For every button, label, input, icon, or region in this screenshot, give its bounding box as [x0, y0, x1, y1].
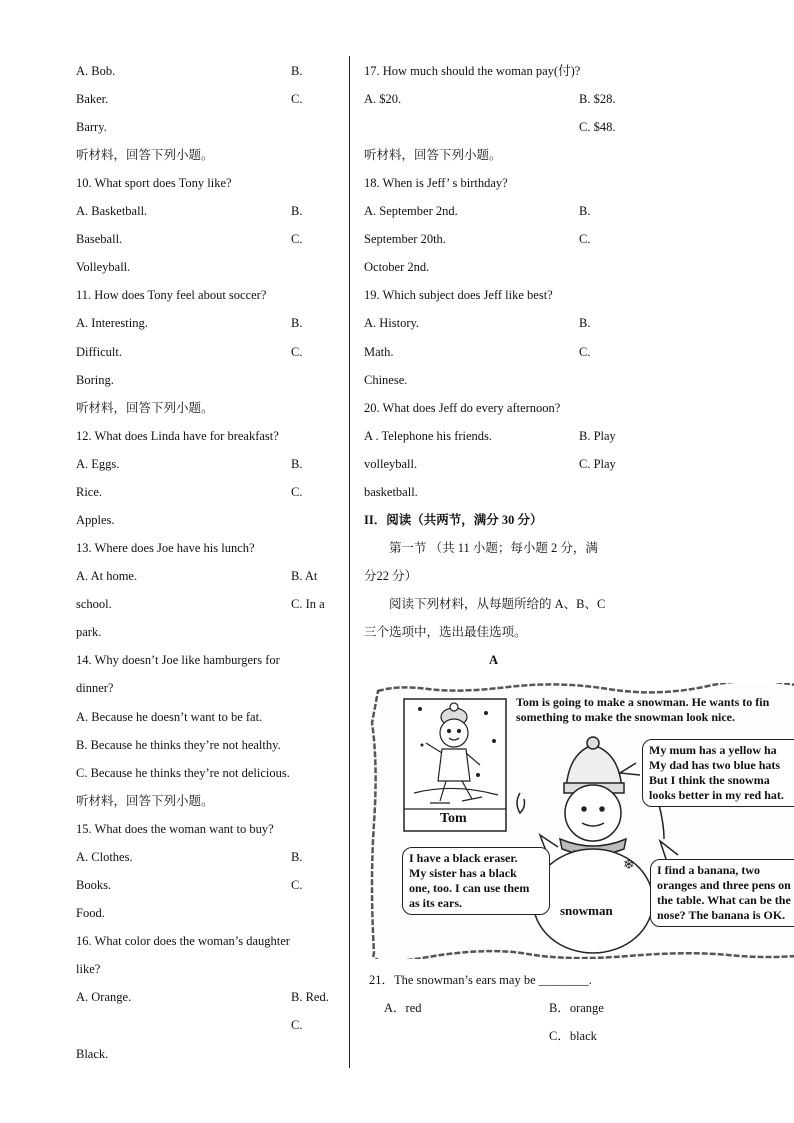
option-text: A . Telephone his friends. — [364, 429, 493, 443]
question-text: 20. What does Jeff do every afternoon? — [364, 401, 561, 415]
speech-bubble-banana — [650, 859, 794, 927]
option-text: B. — [291, 850, 303, 864]
tom-label: Tom — [440, 811, 467, 826]
option-text: Math. — [364, 345, 394, 359]
section-subheading: 第一节 （共 11 小题；每小题 2 分，满 — [389, 541, 598, 555]
option-text: October 2nd. — [364, 260, 430, 274]
option-text: Boring. — [76, 373, 114, 387]
option-text: C. — [291, 485, 303, 499]
section-instruction: 听材料，回答下列小题。 — [76, 148, 214, 162]
option-text: C. — [579, 345, 591, 359]
speech-bubble-eraser — [402, 847, 550, 915]
option-text: volleyball. — [364, 457, 418, 471]
option-text: Rice. — [76, 485, 103, 499]
option-text: B. Play — [579, 429, 616, 443]
option-text: A. Because he doesn’t want to be fat. — [76, 710, 263, 724]
snowman-illustration — [368, 683, 794, 959]
option-text: B. Because he thinks they’re not healthy. — [76, 738, 281, 752]
question-text: 14. Why doesn’t Joe like hamburgers for — [76, 653, 280, 667]
section-instruction: 听材料，回答下列小题。 — [364, 148, 502, 162]
option-text: A. Basketball. — [76, 204, 148, 218]
option-text: B. — [291, 64, 303, 78]
option-text: Baseball. — [76, 232, 123, 246]
question-text: 13. Where does Joe have his lunch? — [76, 541, 255, 555]
option-text: A. Bob. — [76, 64, 116, 78]
question-text: dinner? — [76, 681, 114, 695]
question-text: 17. How much should the woman pay(付)? — [364, 64, 581, 78]
option-text: B. — [291, 204, 303, 218]
option-text: C. — [291, 92, 303, 106]
option-text: A. Eggs. — [76, 457, 120, 471]
section-instruction: 听材料，回答下列小题。 — [76, 794, 214, 808]
option-text: C. — [291, 878, 303, 892]
option-text: B. — [579, 316, 591, 330]
option-text: B. $28. — [579, 92, 616, 106]
question-text: 16. What color does the woman’s daughter — [76, 934, 290, 948]
section-subheading: 分22 分） — [364, 569, 418, 583]
option-text: basketball. — [364, 485, 418, 499]
option-text: Difficult. — [76, 345, 122, 359]
option-text: C. — [579, 232, 591, 246]
bubble-text: But I think the snowma — [649, 773, 770, 787]
option-text: B. Red. — [291, 990, 329, 1004]
bubble-text: nose? The banana is OK. — [657, 908, 786, 922]
option-text: B. At — [291, 569, 318, 583]
option-text: Black. — [76, 1047, 109, 1061]
option-text: Food. — [76, 906, 105, 920]
option-text: A. September 2nd. — [364, 204, 458, 218]
option-text: C. — [291, 345, 303, 359]
option-text: Barry. — [76, 120, 107, 134]
option-text: Apples. — [76, 513, 115, 527]
option-text: C．black — [549, 1029, 597, 1043]
reading-instruction: 三个选项中，选出最佳选项。 — [364, 625, 527, 639]
bubble-text: looks better in my red hat. — [649, 788, 784, 802]
intro-text: Tom is going to make a snowman. He wants to fin — [516, 695, 770, 709]
bubble-text: one, too. I can use them — [409, 881, 530, 895]
option-text: C. Play — [579, 457, 616, 471]
bubble-text: the table. What can be the — [657, 893, 791, 907]
option-text: Books. — [76, 878, 112, 892]
option-text: school. — [76, 597, 112, 611]
option-text: park. — [76, 625, 102, 639]
bubble-text: oranges and three pens on — [657, 878, 791, 892]
option-text: B. — [291, 316, 303, 330]
option-text: B. — [291, 457, 303, 471]
column-divider — [349, 56, 350, 1068]
option-text: Baker. — [76, 92, 109, 106]
question-text: 10. What sport does Tony like? — [76, 176, 232, 190]
question-text: 15. What does the woman want to buy? — [76, 822, 274, 836]
option-text: A．red — [384, 1001, 422, 1015]
option-text: Volleyball. — [76, 260, 131, 274]
section-instruction: 听材料，回答下列小题。 — [76, 401, 214, 415]
option-text: A. $20. — [364, 92, 402, 106]
bubble-text: My mum has a yellow ha — [649, 743, 777, 757]
option-text: September 20th. — [364, 232, 446, 246]
option-text: Chinese. — [364, 373, 408, 387]
section-heading: II．阅读（共两节，满分 30 分） — [364, 513, 543, 527]
speech-bubble-hat — [642, 739, 794, 807]
option-text: A. History. — [364, 316, 420, 330]
question-text: 12. What does Linda have for breakfast? — [76, 429, 279, 443]
intro-text: something to make the snowman look nice. — [516, 710, 736, 724]
question-text: 11. How does Tony feel about soccer? — [76, 288, 267, 302]
option-text: A. Clothes. — [76, 850, 133, 864]
option-text: B．orange — [549, 1001, 604, 1015]
bubble-text: as its ears. — [409, 896, 462, 910]
option-text: A. At home. — [76, 569, 138, 583]
option-text: C. — [291, 232, 303, 246]
snowman-label: snowman — [560, 903, 613, 918]
bubble-text: I find a banana, two — [657, 863, 761, 877]
snow-glyph: ❄ — [623, 858, 635, 873]
bubble-text: My sister has a black — [409, 866, 517, 880]
option-text: C. — [291, 1018, 303, 1032]
bubble-text: I have a black eraser. — [409, 851, 518, 865]
question-text: like? — [76, 962, 101, 976]
option-text: C. $48. — [579, 120, 616, 134]
option-text: A. Orange. — [76, 990, 132, 1004]
question-text: 21．The snowman’s ears may be ________. — [369, 973, 592, 987]
option-text: A. Interesting. — [76, 316, 148, 330]
option-text: C. In a — [291, 597, 325, 611]
reading-instruction: 阅读下列材料，从每题所给的 A、B、C — [389, 597, 606, 611]
question-text: 18. When is Jeff’ s birthday? — [364, 176, 508, 190]
option-text: C. Because he thinks they’re not delicious. — [76, 766, 290, 780]
passage-label: A — [489, 653, 499, 667]
option-text: B. — [579, 204, 591, 218]
question-text: 19. Which subject does Jeff like best? — [364, 288, 553, 302]
bubble-text: My dad has two blue hats — [649, 758, 781, 772]
